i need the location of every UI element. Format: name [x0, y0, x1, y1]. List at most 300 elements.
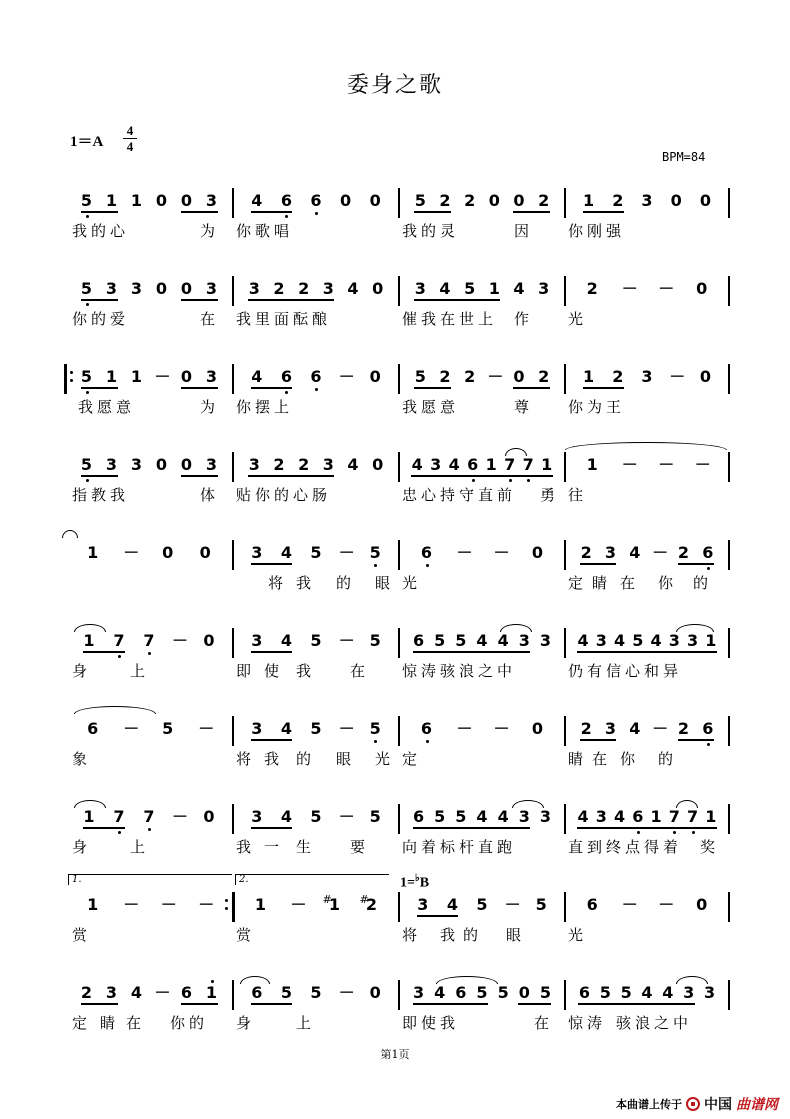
lyric: 的 — [693, 574, 713, 592]
note: 2 — [538, 367, 550, 386]
lyric: 上 — [130, 662, 150, 680]
barline — [564, 276, 566, 306]
note: 0 — [369, 191, 381, 210]
note: 2 # — [359, 893, 378, 914]
note: 3 — [641, 367, 653, 386]
note: 6 — [280, 367, 292, 386]
low-octave-dot — [637, 831, 640, 834]
note: 2 — [612, 191, 624, 210]
score-system — [0, 543, 790, 632]
low-octave-dot — [86, 215, 89, 218]
note: － — [493, 543, 510, 562]
note: 1 — [87, 543, 99, 562]
low-octave-dot — [374, 740, 377, 743]
note: 1 — [705, 807, 717, 826]
note: 3 — [668, 631, 680, 650]
beam-underline — [414, 211, 451, 213]
note: 1 — [130, 191, 143, 210]
note: 0 — [369, 983, 381, 1002]
note: 0 — [670, 191, 682, 210]
lyric: 的 — [296, 750, 316, 768]
note: 7 — [113, 807, 125, 826]
note: 5 — [414, 367, 426, 386]
lyric: 我 — [264, 750, 284, 768]
note: 4 — [476, 631, 488, 650]
lyric: 贴你的心肠 — [236, 486, 332, 504]
note: 3 — [248, 279, 260, 298]
lyric: 定 — [402, 750, 422, 768]
lyric: 我 — [296, 662, 316, 680]
beam-underline — [81, 1003, 118, 1005]
note: 3 — [251, 807, 263, 826]
beam-underline — [583, 387, 624, 389]
uploader-credit — [616, 1095, 778, 1113]
barline — [398, 364, 400, 394]
note: 1 — [87, 895, 99, 914]
note: 3 — [430, 455, 442, 474]
note: － — [456, 543, 473, 562]
score-system — [0, 719, 790, 808]
note: 3 — [205, 367, 218, 386]
barline — [232, 716, 234, 746]
note: 0 — [699, 367, 711, 386]
note: 3 — [251, 719, 263, 738]
note: 6 — [310, 191, 322, 210]
lyric: 作 — [514, 310, 534, 328]
barline — [728, 980, 730, 1010]
beam-underline — [248, 475, 334, 477]
low-octave-dot — [315, 388, 318, 391]
lyric: 光 — [402, 574, 422, 592]
note: 3 — [205, 191, 218, 210]
note: 4 — [662, 983, 674, 1002]
note: － — [338, 367, 355, 386]
lyric: 因 — [514, 222, 534, 240]
barline — [232, 540, 234, 570]
note: 4 — [251, 191, 263, 210]
barline — [398, 892, 400, 922]
lyric: 在 — [200, 310, 220, 328]
note: 3 — [518, 807, 530, 826]
barline — [728, 452, 730, 482]
note: 5 — [497, 983, 509, 1002]
note: 4 — [629, 719, 641, 738]
note: － — [172, 631, 189, 650]
high-octave-dot — [211, 980, 214, 983]
lyric: 在 — [620, 574, 640, 592]
note: 5 — [369, 631, 381, 650]
note: 1 — [541, 455, 553, 474]
note: 3 — [687, 631, 699, 650]
note: 0 — [696, 895, 708, 914]
note: 2 — [298, 455, 310, 474]
lyric: 在 — [534, 1014, 554, 1032]
note: 2 — [298, 279, 310, 298]
note: － — [621, 279, 638, 298]
lyric: 你为王 — [568, 398, 626, 416]
note: 6 — [420, 719, 433, 738]
lyric: 的 — [658, 750, 678, 768]
site-name-part2: 曲谱网 — [736, 1097, 778, 1113]
barline — [728, 892, 730, 922]
note: 5 — [310, 543, 322, 562]
lyric: 上 — [296, 1014, 316, 1032]
lyric: 向着标杆直跑 — [402, 838, 517, 856]
note: 5 — [310, 983, 322, 1002]
note: 2 — [439, 367, 451, 386]
beam-underline — [251, 739, 293, 741]
note: 0 — [696, 279, 708, 298]
note: 4 — [411, 455, 423, 474]
beam-underline — [413, 827, 531, 829]
tempo-mark: BPM=84 — [662, 150, 706, 164]
note: 1 — [105, 191, 118, 210]
low-octave-dot — [86, 303, 89, 306]
note: 6 — [180, 983, 193, 1002]
note: 4 — [497, 631, 509, 650]
note: 0 — [162, 543, 174, 562]
low-octave-dot — [118, 831, 121, 834]
barline — [232, 892, 235, 922]
note: 2 — [677, 719, 690, 738]
note: 4 — [476, 807, 488, 826]
note: 7 — [504, 455, 516, 474]
lyric: 惊涛 — [568, 1014, 607, 1032]
note: － — [198, 895, 215, 914]
note: 7 — [668, 807, 680, 826]
note: 2 — [273, 455, 285, 474]
note: 4 — [614, 807, 626, 826]
note: 6 — [280, 191, 292, 210]
note: － — [658, 455, 675, 474]
note: 0 — [488, 191, 500, 210]
note: 0 — [340, 191, 352, 210]
beam-underline — [251, 827, 293, 829]
low-octave-dot — [673, 831, 676, 834]
note: 5 — [434, 807, 446, 826]
barline — [564, 804, 566, 834]
lyric: 我的灵 — [402, 222, 460, 240]
note: 3 — [105, 983, 118, 1002]
note: － — [338, 543, 355, 562]
note: 4 — [130, 983, 143, 1002]
score-system — [0, 455, 790, 544]
barline — [398, 628, 400, 658]
barline — [232, 628, 234, 658]
note: 3 — [595, 631, 607, 650]
lyric: 生 — [296, 838, 316, 856]
lyric: 为 — [200, 222, 220, 240]
lyric: 赏 — [72, 926, 92, 944]
note: 2 — [464, 367, 476, 386]
note: 3 — [518, 631, 530, 650]
note: 5 — [310, 719, 322, 738]
note: 3 — [703, 983, 716, 1002]
note: 6 — [412, 631, 425, 650]
barline — [398, 452, 400, 482]
note: 3 — [105, 455, 118, 474]
barline — [728, 540, 730, 570]
barline — [398, 540, 400, 570]
note: 3 — [251, 543, 263, 562]
lyric: 在 — [350, 662, 370, 680]
note: － — [621, 895, 638, 914]
beam-underline — [251, 211, 293, 213]
beam-underline — [577, 827, 717, 829]
note: － — [154, 367, 171, 386]
song-title: 委身之歌 — [346, 73, 443, 98]
low-octave-dot — [148, 828, 151, 831]
low-octave-dot — [374, 564, 377, 567]
low-octave-dot — [315, 212, 318, 215]
note: 0 — [155, 455, 168, 474]
lyric: 你 — [658, 574, 678, 592]
note: 5 — [599, 983, 611, 1002]
beam-underline — [181, 1003, 218, 1005]
note: 5 — [369, 543, 381, 562]
note: 3 — [205, 455, 218, 474]
volta-first-ending: 1. — [68, 874, 232, 885]
lyric: 将 — [236, 750, 256, 768]
beam-underline — [83, 651, 125, 653]
note: － — [154, 983, 171, 1002]
low-octave-dot — [692, 831, 695, 834]
note: 0 — [180, 191, 193, 210]
note: 3 — [604, 543, 617, 562]
lyric: 睛 — [100, 1014, 120, 1032]
note: － — [172, 807, 189, 826]
note: 1 — [488, 279, 500, 298]
barline — [64, 364, 67, 394]
note: 5 — [434, 631, 446, 650]
note: 3 — [130, 455, 143, 474]
note: 5 — [280, 983, 292, 1002]
note: 3 — [641, 191, 653, 210]
note: 4 — [513, 279, 525, 298]
note: 5 — [80, 191, 93, 210]
lyric: 光 — [568, 310, 588, 328]
note: 2 — [80, 983, 93, 1002]
lyric: 身 — [72, 662, 92, 680]
note: 0 — [155, 279, 168, 298]
lyric: 仍有信心和异 — [568, 662, 683, 680]
key-change: 1=♭B — [400, 873, 430, 891]
lyric: 即 — [236, 662, 256, 680]
score-system — [0, 279, 790, 368]
note: 3 — [205, 279, 218, 298]
beam-underline — [577, 651, 717, 653]
repeat-end-sign — [225, 896, 229, 914]
note: 1 — [83, 807, 95, 826]
beam-underline — [518, 1003, 551, 1005]
barline — [398, 716, 400, 746]
lyric: 在 — [592, 750, 612, 768]
note: 4 — [280, 543, 292, 562]
note: 4 — [251, 367, 263, 386]
barline — [564, 188, 566, 218]
note: 5 — [162, 719, 174, 738]
note: － — [123, 895, 140, 914]
note: 4 — [650, 631, 662, 650]
note: 4 — [280, 719, 292, 738]
note: 3 — [539, 631, 551, 650]
note: 0 — [199, 543, 211, 562]
low-octave-dot — [707, 743, 710, 746]
beam-underline — [513, 211, 550, 213]
barline — [564, 716, 566, 746]
note: － — [658, 279, 675, 298]
low-octave-dot — [285, 215, 288, 218]
note: 6 — [467, 455, 479, 474]
note: － — [338, 807, 355, 826]
barline — [232, 188, 234, 218]
note: － — [669, 367, 686, 386]
low-octave-dot — [426, 740, 429, 743]
low-octave-dot — [707, 567, 710, 570]
note: 0 — [518, 983, 530, 1002]
beam-underline — [181, 211, 218, 213]
lyric: 我愿意 — [402, 398, 460, 416]
note: 6 — [578, 983, 590, 1002]
barline — [728, 364, 730, 394]
page-number: 第1页 — [380, 1048, 410, 1061]
barline — [232, 804, 234, 834]
barline — [728, 188, 730, 218]
barline — [398, 980, 400, 1010]
note: 2 — [612, 367, 624, 386]
lyric: 使 — [264, 662, 284, 680]
lyric: 要 — [350, 838, 370, 856]
note: 5 — [455, 631, 467, 650]
note: 7 — [143, 807, 155, 826]
note: 5 — [80, 279, 93, 298]
barline — [232, 364, 234, 394]
lyric: 体 — [200, 486, 220, 504]
time-bottom: 4 — [126, 139, 134, 154]
low-octave-dot — [118, 655, 121, 658]
note: 6 — [310, 367, 322, 386]
lyric: 的 — [463, 926, 483, 944]
lyric: 我 — [440, 926, 460, 944]
note: 5 — [80, 455, 93, 474]
lyric: 眼 — [506, 926, 526, 944]
note: 2 — [580, 719, 592, 738]
note: 2 — [580, 543, 592, 562]
note: 6 — [87, 719, 99, 738]
barline — [564, 540, 566, 570]
note: 0 — [699, 191, 711, 210]
beam-underline — [678, 563, 714, 565]
lyric: 我愿意 — [78, 398, 136, 416]
note: 4 — [614, 631, 626, 650]
note: 0 — [180, 279, 193, 298]
low-octave-dot — [285, 391, 288, 394]
uploader-text: 本曲谱上传于 — [616, 1098, 682, 1111]
note: 7 — [522, 455, 534, 474]
note: 3 — [322, 279, 334, 298]
note: 5 — [632, 631, 644, 650]
beam-underline — [413, 1003, 488, 1005]
site-name-part1: 中国 — [704, 1097, 732, 1113]
note: － — [123, 719, 140, 738]
note: － — [621, 455, 638, 474]
note: 2 — [538, 191, 550, 210]
beam-underline — [578, 1003, 694, 1005]
note: 5 — [80, 367, 93, 386]
note: 3 — [130, 279, 143, 298]
lyric: 我里面酝酿 — [236, 310, 332, 328]
note: － — [694, 455, 711, 474]
note: 6 — [251, 983, 263, 1002]
note: 4 — [347, 279, 359, 298]
note: － — [123, 543, 140, 562]
note: 3 — [604, 719, 617, 738]
lyric: 象 — [72, 750, 92, 768]
barline — [728, 276, 730, 306]
beam-underline — [411, 475, 553, 477]
note: 5 — [476, 895, 488, 914]
note: 0 — [513, 367, 525, 386]
barline — [232, 452, 234, 482]
note: 5 — [310, 807, 322, 826]
lyric: 上 — [130, 838, 150, 856]
barline — [398, 276, 400, 306]
volta-second-ending: 2. — [235, 874, 389, 885]
note: 7 — [113, 631, 125, 650]
note: 5 — [414, 191, 426, 210]
beam-underline — [181, 475, 218, 477]
lyric: 我 — [236, 838, 256, 856]
note: 4 — [629, 543, 641, 562]
note: 6 — [420, 543, 433, 562]
beam-underline — [83, 827, 125, 829]
note: － — [652, 719, 669, 738]
beam-underline — [414, 299, 500, 301]
lyric: 奖 — [700, 838, 720, 856]
lyric: 一 — [264, 838, 284, 856]
note: 2 — [677, 543, 690, 562]
note: 0 — [372, 455, 384, 474]
note: － — [493, 719, 510, 738]
lyric: 定 — [568, 574, 588, 592]
lyric: 直到终点得着 — [568, 838, 683, 856]
beam-underline — [413, 651, 531, 653]
note: － — [338, 631, 355, 650]
note: 3 — [251, 631, 263, 650]
beam-underline — [417, 915, 459, 917]
note: 0 — [531, 719, 544, 738]
lyric: 为 — [200, 398, 220, 416]
low-octave-dot — [509, 479, 512, 482]
note: 0 — [531, 543, 544, 562]
barline — [232, 980, 234, 1010]
note: 1 — [583, 367, 595, 386]
lyric: 勇 — [540, 486, 560, 504]
note: 3 — [412, 983, 425, 1002]
lyric: 身 — [236, 1014, 256, 1032]
beam-underline — [251, 1003, 293, 1005]
lyric: 往 — [568, 486, 588, 504]
lyric: 你的 — [170, 1014, 209, 1032]
barline — [564, 892, 566, 922]
note: 1 — [205, 983, 218, 1002]
lyric: 光 — [375, 750, 395, 768]
note: 6 — [455, 983, 467, 1002]
beam-underline — [580, 563, 616, 565]
note: 5 — [369, 807, 381, 826]
note: 4 — [280, 807, 292, 826]
note: 4 — [497, 807, 509, 826]
